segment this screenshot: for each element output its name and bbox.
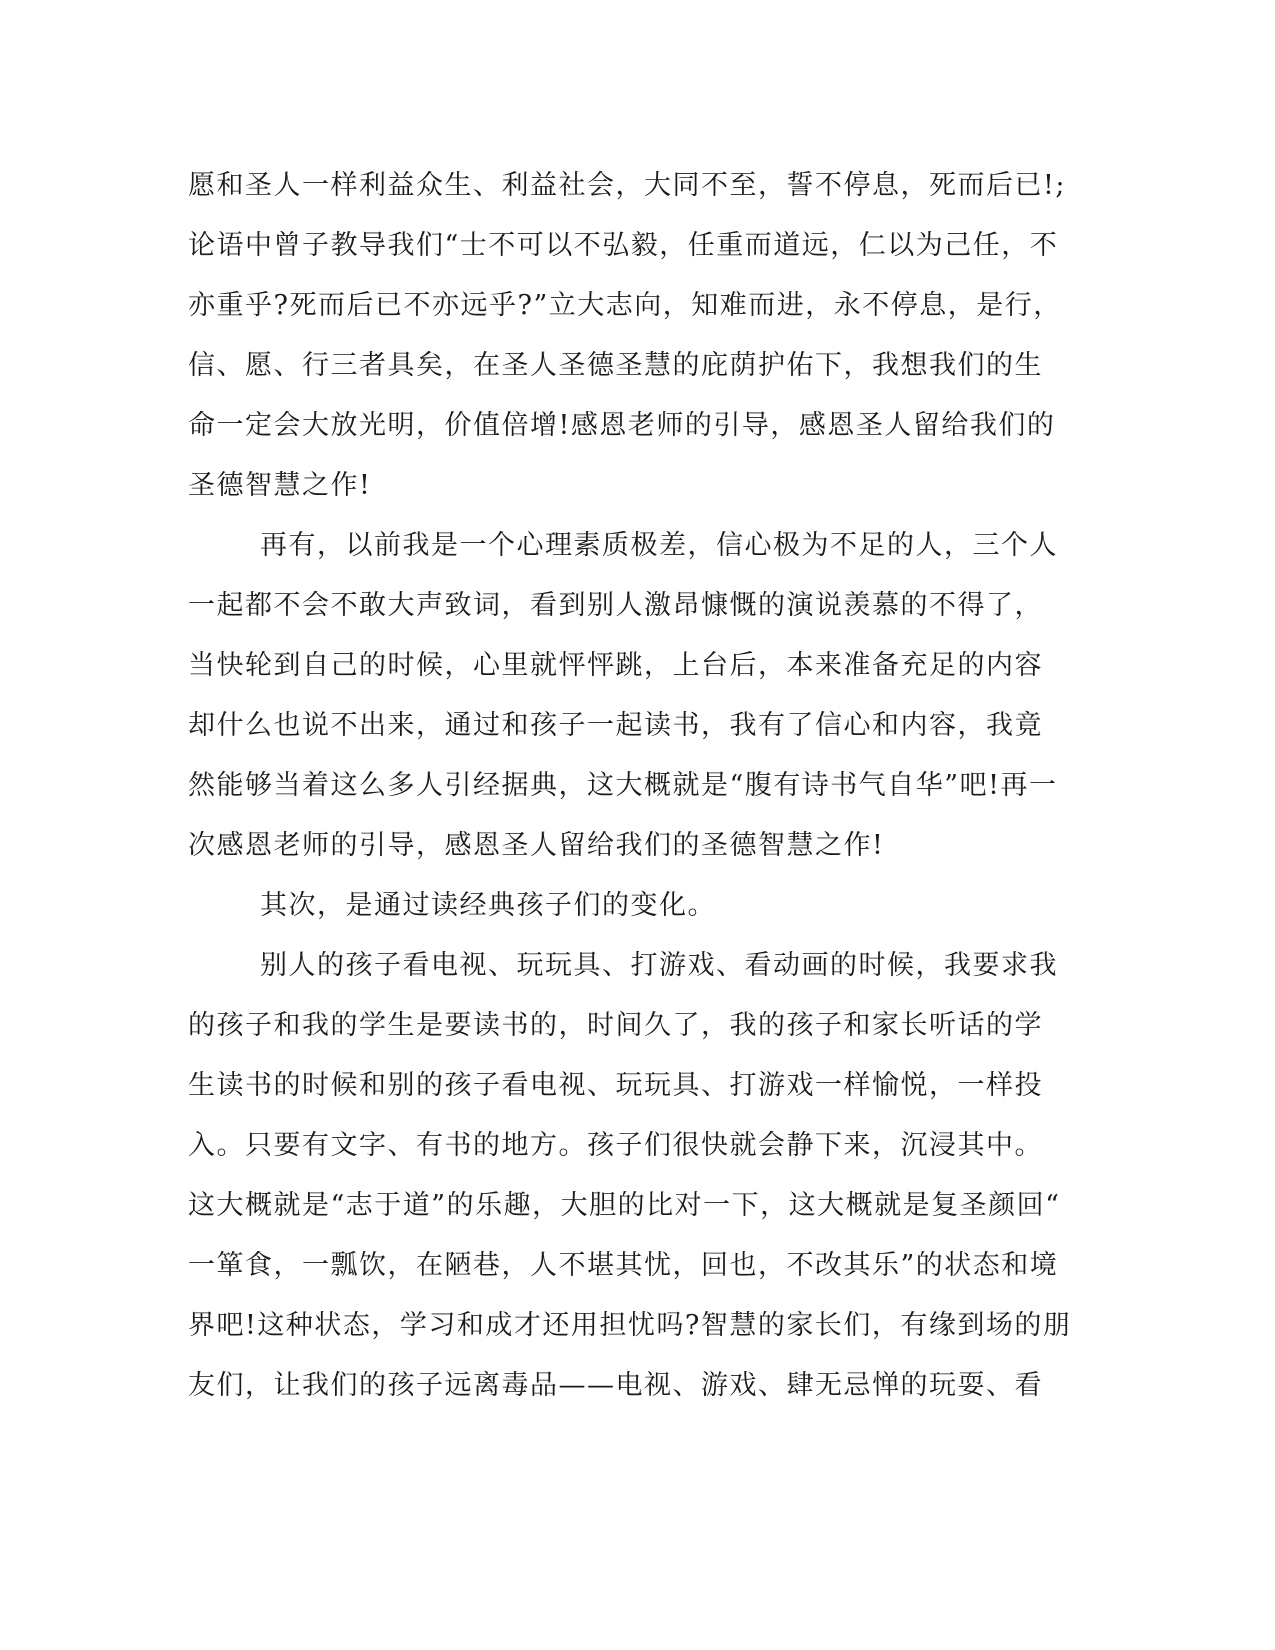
text-line: 的孩子和我的学生是要读书的，时间久了，我的孩子和家长听话的学 bbox=[188, 1010, 1043, 1041]
text-line: 生读书的时候和别的孩子看电视、玩玩具、打游戏一样愉悦，一样投 bbox=[188, 1070, 1043, 1101]
text-line: 圣德智慧之作! bbox=[188, 470, 372, 501]
text-line: 界吧!这种状态，学习和成才还用担忧吗?智慧的家长们，有缘到场的朋 bbox=[188, 1310, 1072, 1341]
text-line: 一箪食，一瓢饮，在陋巷，人不堪其忧，回也，不改其乐”的状态和境 bbox=[188, 1250, 1059, 1281]
text-line: 愿和圣人一样利益众生、利益社会，大同不至，誓不停息，死而后已!; bbox=[188, 170, 1066, 201]
text-line: 论语中曾子教导我们“士不可以不弘毅，任重而道远，仁以为己任，不 bbox=[188, 230, 1059, 261]
text-line: 一起都不会不敢大声致词，看到别人激昂慷慨的演说羡慕的不得了， bbox=[188, 590, 1043, 621]
paragraph-start-line: 别人的孩子看电视、玩玩具、打游戏、看动画的时候，我要求我 bbox=[260, 950, 1058, 981]
paragraph-start-line: 其次，是通过读经典孩子们的变化。 bbox=[260, 890, 716, 921]
text-line: 次感恩老师的引导，感恩圣人留给我们的圣德智慧之作! bbox=[188, 830, 885, 861]
text-line: 当快轮到自己的时候，心里就怦怦跳，上台后，本来准备充足的内容 bbox=[188, 650, 1043, 681]
paragraph-start-line: 再有，以前我是一个心理素质极差，信心极为不足的人，三个人 bbox=[260, 530, 1058, 561]
text-line: 友们，让我们的孩子远离毒品——电视、游戏、肆无忌惮的玩耍、看 bbox=[188, 1370, 1043, 1401]
text-line: 亦重乎?死而后已不亦远乎?”立大志向，知难而进，永不停息，是行， bbox=[188, 290, 1062, 321]
body-text bbox=[188, 156, 1088, 1416]
text-line: 却什么也说不出来，通过和孩子一起读书，我有了信心和内容，我竟 bbox=[188, 710, 1043, 741]
text-line: 信、愿、行三者具矣，在圣人圣德圣慧的庇荫护佑下，我想我们的生 bbox=[188, 350, 1043, 381]
text-line: 命一定会大放光明，价值倍增!感恩老师的引导，感恩圣人留给我们的 bbox=[188, 410, 1056, 441]
text-line: 然能够当着这么多人引经据典，这大概就是“腹有诗书气自华”吧!再一 bbox=[188, 770, 1058, 801]
text-line: 入。只要有文字、有书的地方。孩子们很快就会静下来，沉浸其中。 bbox=[188, 1130, 1043, 1161]
text-line: 这大概就是“志于道”的乐趣，大胆的比对一下，这大概就是复圣颜回“ bbox=[188, 1190, 1061, 1221]
